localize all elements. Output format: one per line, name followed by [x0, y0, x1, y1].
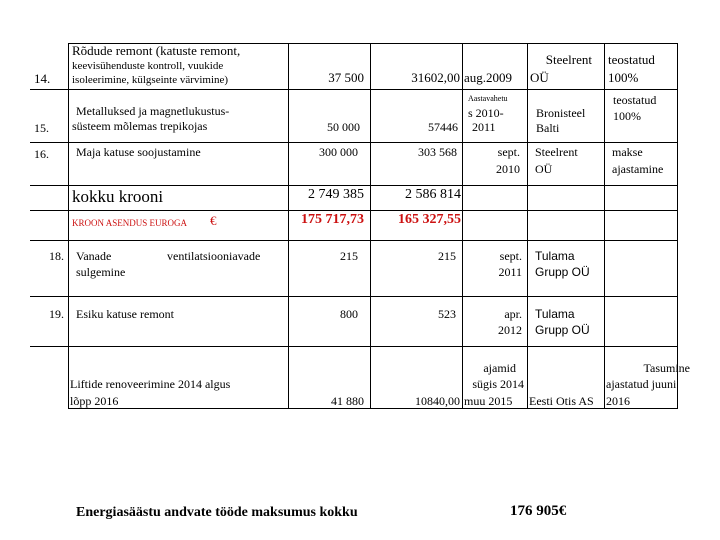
- row-18-period-line1: sept.: [499, 249, 522, 263]
- row-15-period-line1: Aastavahetu: [468, 94, 508, 103]
- lift-period-line2: sügis 2014: [472, 377, 524, 391]
- row-18-budget: 215: [340, 249, 358, 263]
- total-kroons-budget: 2 749 385: [308, 187, 364, 202]
- lift-contractor: Eesti Otis AS: [529, 394, 594, 408]
- row-14-contractor-line2: OÜ: [530, 70, 549, 85]
- row-15-contractor-line2: Balti: [536, 121, 560, 135]
- grid-line-actual: [462, 43, 463, 408]
- row-15-actual: 57446: [428, 120, 458, 134]
- row-19-budget: 800: [340, 307, 358, 321]
- lift-status-line3: 2016: [606, 394, 630, 408]
- euro-actual: 165 327,55: [398, 212, 461, 227]
- euro-symbol: €: [210, 213, 217, 228]
- row-19-contractor-line2: Grupp OÜ: [535, 323, 590, 337]
- energy-savings-total-value: 176 905€: [510, 503, 567, 519]
- row-18-contractor-line1: Tulama: [535, 249, 575, 263]
- lift-status-line2: ajastatud juuni: [606, 377, 677, 391]
- row-15-description-line1: Metalluksed ja magnetlukustus-: [76, 104, 230, 118]
- grid-line-total: [30, 210, 678, 211]
- grid-line-right: [677, 43, 678, 408]
- lift-period-line1: ajamid: [483, 361, 516, 375]
- grid-line-row15: [30, 142, 678, 143]
- row-14-status-line2: 100%: [608, 70, 639, 85]
- row-15-period-line3: 2011: [472, 120, 496, 134]
- row-15-status-line2: 100%: [613, 109, 641, 123]
- row-14-number: 14.: [34, 71, 51, 86]
- row-16-number: 16.: [34, 147, 49, 161]
- grid-line-euro: [30, 240, 678, 241]
- row-14-description-line2: keevisühenduste kontroll, vuukide: [72, 60, 224, 72]
- row-18-number: 18.: [49, 249, 64, 263]
- row-14-description-line1: Rõdude remont (katuste remont,: [72, 43, 241, 58]
- row-19-number: 19.: [49, 307, 64, 321]
- row-18-period-line2: 2011: [498, 265, 522, 279]
- grid-line-row19: [30, 346, 678, 347]
- row-18-actual: 215: [438, 249, 456, 263]
- row-14-description-line3: isoleerimine, külgseinte värvimine): [72, 74, 229, 86]
- total-kroons-actual: 2 586 814: [405, 187, 461, 202]
- row-19-period-line2: 2012: [498, 323, 522, 337]
- row-16-contractor-line1: Steelrent: [535, 145, 578, 159]
- grid-line-budget: [370, 43, 371, 408]
- energy-savings-total-label: Energiasäästu andvate tööde maksumus kokku: [76, 505, 358, 520]
- grid-line-row18: [30, 296, 678, 297]
- lift-period-line3: muu 2015: [464, 394, 513, 408]
- row-16-period-line1: sept.: [497, 145, 520, 159]
- row-14-budget: 37 500: [328, 70, 364, 85]
- row-15-budget: 50 000: [327, 120, 360, 134]
- row-14-status-line1: teostatud: [608, 52, 655, 67]
- grid-line-period: [527, 43, 528, 408]
- row-16-actual: 303 568: [418, 145, 457, 159]
- row-19-actual: 523: [438, 307, 456, 321]
- row-15-period-line2: s 2010-: [468, 106, 504, 120]
- grid-line-row14: [30, 89, 678, 90]
- row-14-period: aug.2009: [464, 70, 513, 85]
- lift-description-line2: lõpp 2016: [70, 394, 119, 408]
- row-18-contractor-line2: Grupp OÜ: [535, 265, 590, 279]
- row-14-actual: 31602,00: [411, 70, 460, 85]
- row-14-contractor-line1: Steelrent: [545, 52, 592, 67]
- grid-line-row16: [30, 185, 678, 186]
- row-16-period-line2: 2010: [496, 162, 520, 176]
- row-15-status-line1: teostatud: [613, 93, 657, 107]
- lift-budget: 41 880: [331, 394, 364, 408]
- row-15-number: 15.: [34, 121, 49, 135]
- lift-actual: 10840,00: [415, 394, 460, 408]
- row-18-description-line2: sulgemine: [76, 265, 126, 279]
- grid-line-left: [68, 43, 69, 408]
- row-16-status-line1: makse: [612, 145, 643, 159]
- row-16-description: Maja katuse soojustamine: [76, 145, 201, 159]
- row-16-status-line2: ajastamine: [612, 162, 664, 176]
- row-19-contractor-line1: Tulama: [535, 307, 575, 321]
- row-19-description: Esiku katuse remont: [76, 307, 174, 321]
- row-19-period-line1: apr.: [504, 307, 522, 321]
- euro-conversion-label: KROON ASENDUS EUROGA: [72, 218, 188, 228]
- row-18-description-word2: ventilatsiooniavade: [167, 249, 261, 263]
- row-18-description-word1: Vanade: [76, 249, 112, 263]
- row-15-contractor-line1: Bronisteel: [536, 106, 586, 120]
- grid-line-desc: [288, 43, 289, 408]
- lift-description-line1: Liftide renoveerimine 2014 algus: [70, 377, 231, 391]
- total-kroons-label: kokku krooni: [72, 187, 164, 206]
- lift-status-line1: Tasumine: [643, 361, 690, 375]
- row-16-contractor-line2: OÜ: [535, 162, 553, 176]
- grid-line-contractor: [604, 43, 605, 408]
- euro-budget: 175 717,73: [301, 212, 364, 227]
- row-15-description-line2: süsteem mõlemas trepikojas: [72, 119, 208, 133]
- row-16-budget: 300 000: [319, 145, 358, 159]
